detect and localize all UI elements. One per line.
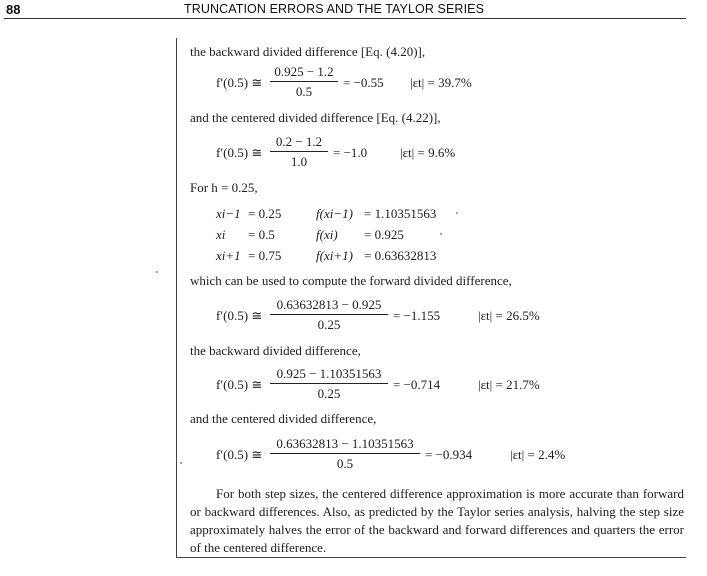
header-rule [4, 18, 686, 19]
table-f-label: f(xi) [316, 227, 338, 242]
equation-lhs: f′(0.5) ≅ [216, 75, 263, 90]
table-x-value: = 0.25 [248, 206, 282, 221]
centered-text: and the centered divided difference, [190, 411, 377, 426]
equation-lhs: f′(0.5) ≅ [216, 145, 263, 160]
fraction-bar [270, 81, 338, 82]
table-x-value: = 0.5 [248, 227, 275, 242]
equation-denominator: 1.0 [290, 154, 308, 169]
equation-lhs: f′(0.5) ≅ [216, 377, 263, 392]
equation-denominator: 0.5 [336, 456, 354, 471]
equation-error: |εt| = 9.6% [400, 145, 456, 160]
table-f-value: = 0.63632813 [364, 248, 437, 263]
fraction-bar [270, 314, 388, 315]
margin-bar [176, 38, 177, 557]
equation-numerator: 0.63632813 − 1.10351563 [276, 436, 414, 451]
fraction-bar [270, 383, 388, 384]
equation-error: |εt| = 39.7% [410, 75, 472, 90]
equation-numerator: 0.63632813 − 0.925 [276, 297, 382, 312]
equation-numerator: 0.925 − 1.10351563 [276, 366, 382, 381]
for-h-text: For h = 0.25, [190, 180, 258, 195]
table-f-value: = 1.10351563 [364, 206, 437, 221]
which-text: which can be used to compute the forward divided difference, [190, 273, 512, 288]
fraction-bar [270, 453, 420, 454]
equation-denominator: 0.25 [317, 317, 341, 332]
scan-speck [456, 212, 458, 214]
table-x-label: xi [216, 227, 226, 242]
table-x-label: xi−1 [216, 206, 241, 221]
scan-speck [440, 233, 442, 235]
equation-lhs: f′(0.5) ≅ [216, 447, 263, 462]
equation-result: = −1.0 [333, 145, 368, 160]
table-x-value: = 0.75 [248, 248, 282, 263]
table-f-label: f(xi+1) [316, 248, 353, 263]
conclusion-paragraph: For both step sizes, the centered difference approximation is more accurate than forward or backward differences. Also, as predicted by the Taylor series analysis, halving the step size approximately halves the error of the backward and forward differences and quarters the error of the centered difference. [190, 486, 684, 555]
scan-speck [180, 462, 182, 464]
intro-backward-text: the backward divided difference [Eq. (4.20)], [190, 44, 426, 59]
equation-numerator: 0.2 − 1.2 [275, 134, 323, 149]
scan-speck [156, 271, 158, 273]
equation-result: = −1.155 [393, 308, 441, 323]
fraction-bar [270, 151, 328, 152]
table-f-label: f(xi−1) [316, 206, 353, 221]
table-f-value: = 0.925 [364, 227, 404, 242]
bottom-rule [176, 557, 686, 558]
equation-denominator: 0.25 [317, 386, 341, 401]
intro-centered-text: and the centered divided difference [Eq. (4.22)], [190, 110, 441, 125]
equation-error: |εt| = 21.7% [478, 377, 540, 392]
equation-lhs: f′(0.5) ≅ [216, 308, 263, 323]
equation-error: |εt| = 26.5% [478, 308, 540, 323]
equation-numerator: 0.925 − 1.2 [274, 64, 334, 79]
backward-text: the backward divided difference, [190, 343, 361, 358]
running-title: TRUNCATION ERRORS AND THE TAYLOR SERIES [184, 2, 485, 16]
equation-result: = −0.714 [393, 377, 441, 392]
equation-error: |εt| = 2.4% [510, 447, 566, 462]
equation-denominator: 0.5 [295, 84, 313, 99]
table-x-label: xi+1 [216, 248, 241, 263]
page-number: 88 [6, 2, 21, 17]
equation-result: = −0.934 [425, 447, 473, 462]
equation-result: = −0.55 [343, 75, 384, 90]
